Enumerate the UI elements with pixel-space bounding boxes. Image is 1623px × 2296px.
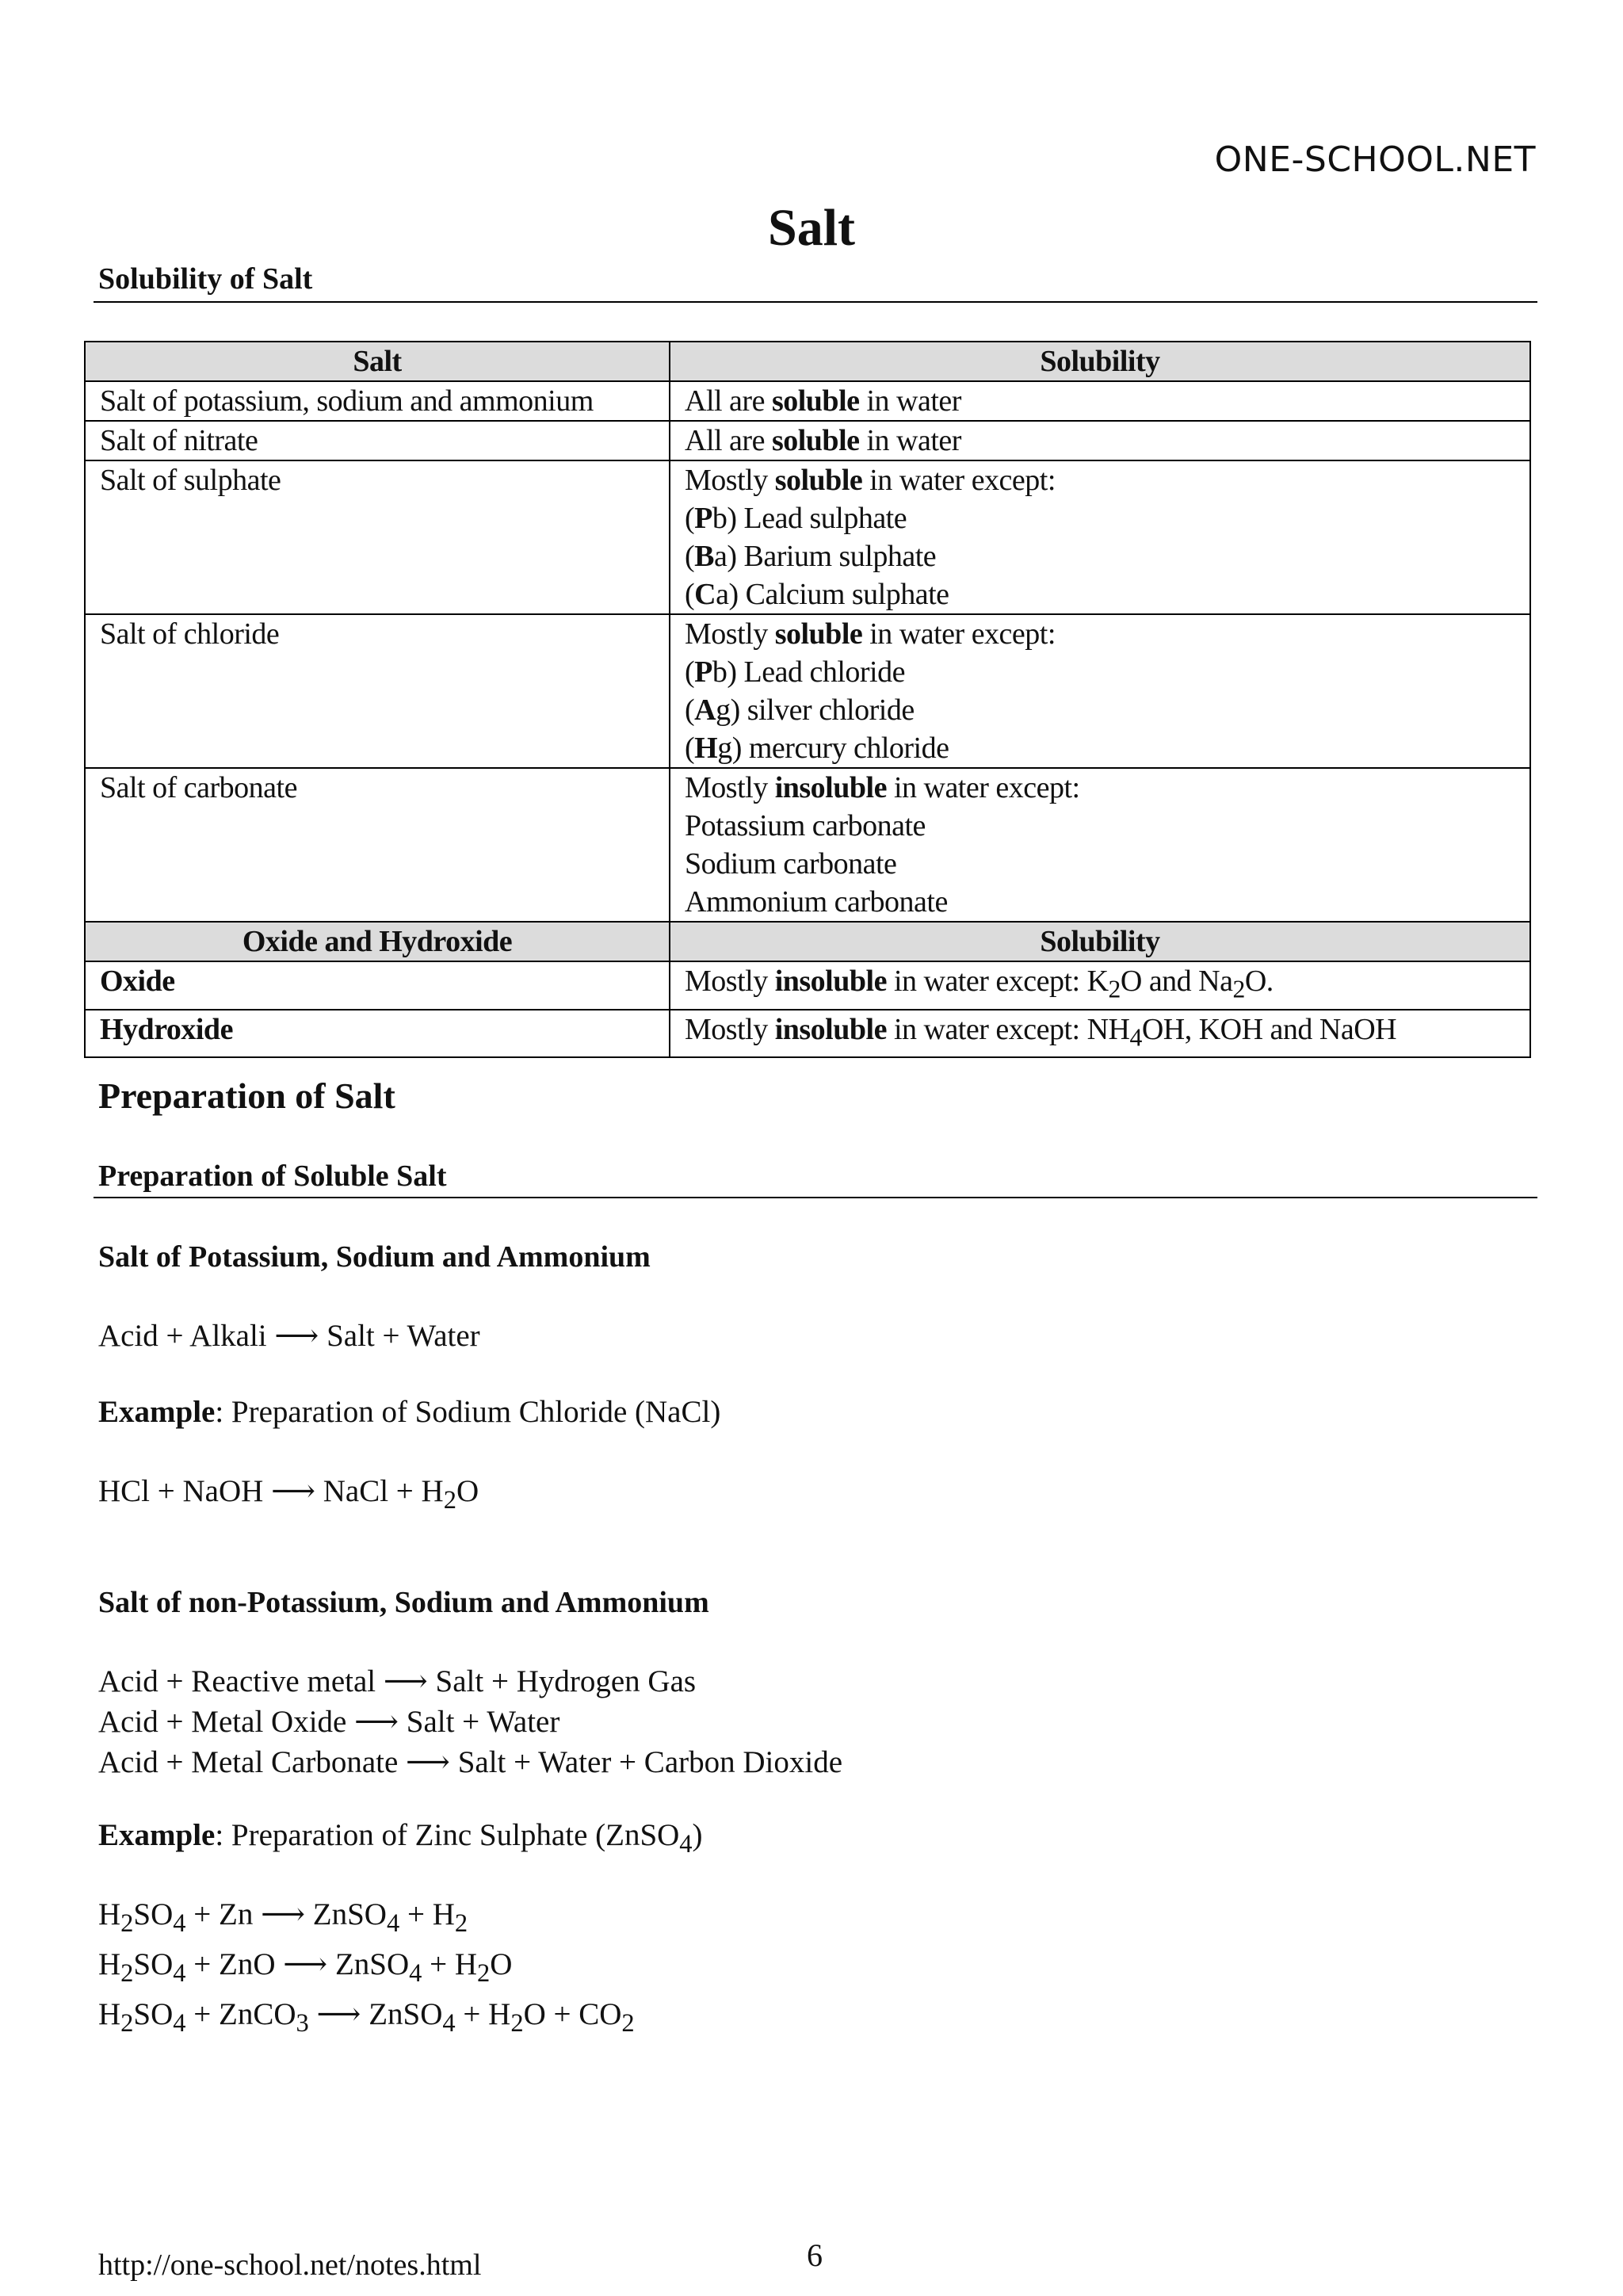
table-header-row (85, 922, 1530, 961)
example-line: Example: Preparation of Zinc Sulphate (ZnSO$_4$) (98, 1818, 703, 1859)
general-equation: Acid + Reactive metal ⟶ Salt + Hydrogen Gas (98, 1664, 697, 1698)
cell-oxide: Oxide (85, 961, 670, 1010)
arrow-icon: ⟶ (383, 1664, 428, 1698)
general-equation: Acid + Alkali ⟶ Salt + Water (98, 1319, 480, 1353)
arrow-icon: ⟶ (271, 1474, 315, 1508)
exception-item: (Ba) Barium sulphate (685, 540, 937, 573)
table-row (85, 1010, 1530, 1058)
arrow-icon: ⟶ (283, 1946, 328, 1981)
cell-salt: Salt of potassium, sodium and ammonium (85, 381, 670, 421)
table-row (85, 421, 1530, 460)
cell-salt: Salt of chloride (85, 614, 670, 768)
arrow-icon: ⟶ (274, 1319, 319, 1353)
example-equation: $H_2SO_4$ + ZnO ⟶ ZnSO$_4$ + $H_2O$ (98, 1946, 513, 1988)
cell-solubility: Mostly soluble in water except: (Pb) Lead chloride (Ag) silver chloride (Hg) mercury chloride (670, 614, 1530, 768)
heading-part2: Salt of non-Potassium, Sodium and Ammonium (98, 1586, 709, 1619)
column-header-solubility: Solubility (670, 922, 1530, 961)
general-equation: Acid + Metal Carbonate ⟶ Salt + Water + Carbon Dioxide (98, 1745, 843, 1779)
cell-solubility: All are soluble in water (670, 421, 1530, 460)
section-heading-solubility: Solubility of Salt (98, 262, 313, 296)
arrow-icon: ⟶ (261, 1897, 306, 1931)
cell-solubility: Mostly soluble in water except: (Pb) Lead sulphate (Ba) Barium sulphate (Ca) Calcium sulphate (670, 460, 1530, 614)
page-title: Salt (767, 199, 856, 257)
page-number: 6 (807, 2237, 823, 2273)
subheading-soluble-salt: Preparation of Soluble Salt (98, 1159, 447, 1193)
section-rule (94, 301, 1537, 303)
exception-item: Ammonium carbonate (685, 885, 948, 919)
cell-hydroxide: Hydroxide (85, 1010, 670, 1058)
general-equation: Acid + Metal Oxide ⟶ Salt + Water (98, 1705, 560, 1739)
table-row (85, 381, 1530, 421)
cell-solubility: Mostly insoluble in water except: $K_2O$ and $Na_2O$. (670, 961, 1530, 1010)
column-header-salt: Salt (85, 342, 670, 381)
arrow-icon: ⟶ (406, 1745, 450, 1779)
example-equation: $H_2SO_4 + Zn$ ⟶ ZnSO$_4$ + $H_2$ (98, 1897, 468, 1938)
column-header-oxide-hydroxide: Oxide and Hydroxide (85, 922, 670, 961)
exception-item: (Ag) silver chloride (685, 693, 915, 727)
cell-salt: Salt of carbonate (85, 768, 670, 922)
cell-solubility: Mostly insoluble in water except: $NH_4OH$, KOH and NaOH (670, 1010, 1530, 1058)
solubility-table (84, 341, 1531, 1058)
exception-item: Potassium carbonate (685, 809, 926, 842)
example-equation: HCl + NaOH ⟶ NaCl + $H_2O$ (98, 1474, 479, 1515)
exception-item: (Hg) mercury chloride (685, 732, 949, 765)
arrow-icon: ⟶ (316, 1996, 361, 2031)
exception-item: (Ca) Calcium sulphate (685, 578, 949, 611)
site-header: ONE-SCHOOL.NET (1214, 139, 1536, 180)
example-line: Example: Preparation of Sodium Chloride (NaCl) (98, 1395, 721, 1429)
example-equation-list (98, 1894, 635, 2043)
table-header-row (85, 342, 1530, 381)
column-header-solubility: Solubility (670, 342, 1530, 381)
exception-item: (Pb) Lead chloride (685, 655, 905, 689)
exception-item: (Pb) Lead sulphate (685, 502, 907, 535)
heading-part1: Salt of Potassium, Sodium and Ammonium (98, 1240, 651, 1274)
table-row (85, 614, 1530, 768)
cell-solubility: All are soluble in water (670, 381, 1530, 421)
footer-url: http://one-school.net/notes.html (98, 2248, 482, 2282)
cell-solubility: Mostly insoluble in water except: Potassium carbonate Sodium carbonate Ammonium carbonate (670, 768, 1530, 922)
arrow-icon: ⟶ (354, 1705, 399, 1739)
exception-item: Sodium carbonate (685, 847, 897, 881)
example-equation: $H_2SO_4$ + ZnCO$_3$ ⟶ ZnSO$_4$ + $H_2O + CO_2$ (98, 1996, 635, 2038)
section-rule (94, 1197, 1537, 1198)
cell-salt: Salt of sulphate (85, 460, 670, 614)
table-row (85, 768, 1530, 922)
table-row (85, 460, 1530, 614)
table-row (85, 961, 1530, 1010)
cell-salt: Salt of nitrate (85, 421, 670, 460)
general-equation-list (98, 1661, 842, 1782)
heading-preparation-of-salt: Preparation of Salt (98, 1075, 395, 1116)
